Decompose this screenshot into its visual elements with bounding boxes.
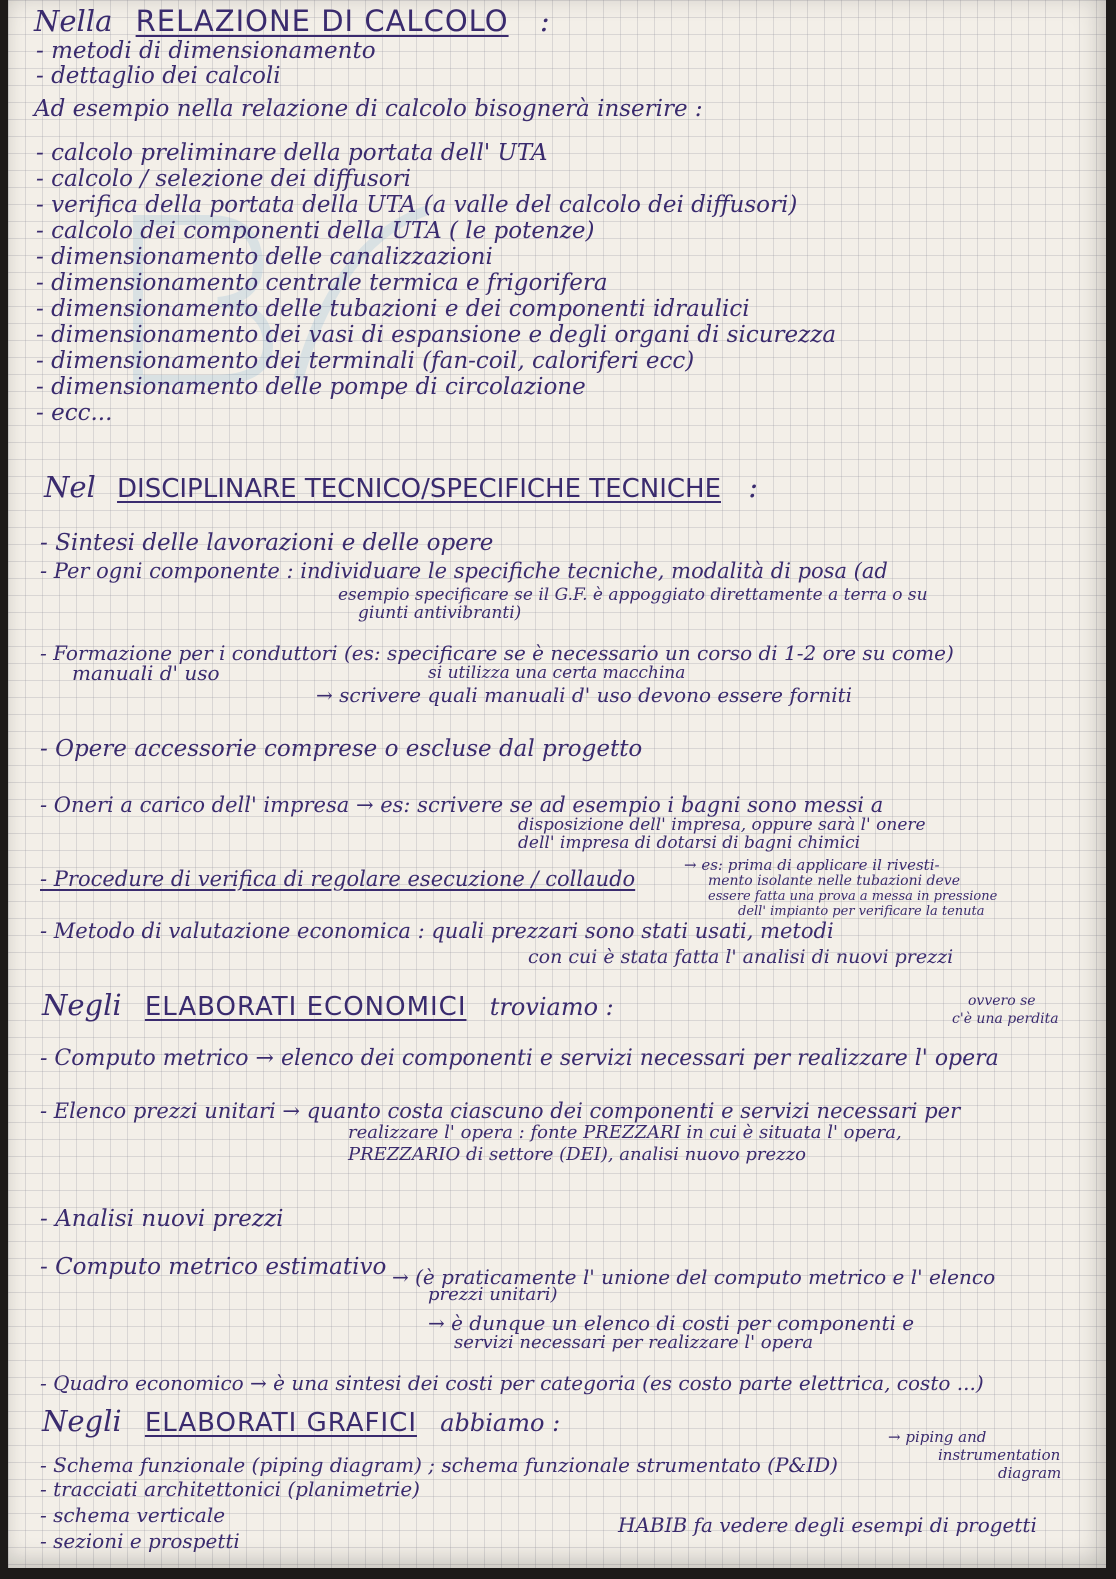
- section1-colon: :: [539, 4, 550, 38]
- section1-list-item: - dimensionamento delle tubazioni e dei componenti idraulici: [36, 296, 750, 322]
- elenco-note: PREZZARIO di settore (DEI), analisi nuovo prezzo: [348, 1144, 806, 1165]
- section2-title: DISCIPLINARE TECNICO/SPECIFICHE TECNICHE: [117, 474, 721, 504]
- computo-estimativo-item: - Computo metrico estimativo: [40, 1254, 387, 1280]
- metodo-note: con cui è stata fatta l' analisi di nuovi prezzi: [528, 946, 954, 968]
- oneri-note: dell' impresa di dotarsi di bagni chimici: [518, 833, 861, 853]
- section1-list-item: - dimensionamento dei terminali (fan-coil, caloriferi ecc): [36, 348, 695, 374]
- habib-note: HABIB fa vedere degli esempi di progetti: [618, 1513, 1037, 1537]
- componente-item: - Per ogni componente : individuare le specifiche tecniche, modalità di posa (ad: [40, 559, 888, 583]
- section1-list-item: - calcolo / selezione dei diffusori: [36, 166, 411, 192]
- computo-item: - Computo metrico → elenco dei componenti e servizi necessari per realizzare l' opera: [40, 1046, 999, 1071]
- elenco-item: - Elenco prezzi unitari → quanto costa ciascuno dei componenti e servizi necessari per: [40, 1099, 961, 1123]
- procedure-note: mento isolante nelle tubazioni deve: [708, 873, 960, 889]
- section4-title: ELABORATI GRAFICI: [144, 1408, 417, 1438]
- formazione-item: - Formazione per i conduttori (es: specificare se è necessario un corso di 1-2 ore su come): [40, 641, 954, 665]
- oneri-note: disposizione dell' impresa, oppure sarà l' onere: [518, 815, 926, 835]
- ovvero-note: ovvero se: [968, 993, 1036, 1009]
- section1-list-item: - dimensionamento delle pompe di circolazione: [36, 374, 586, 400]
- sezioni-item: - sezioni e prospetti: [40, 1529, 240, 1553]
- section2-intro: Nel: [44, 470, 96, 504]
- section1-list-item: - calcolo dei componenti della UTA ( le potenze): [36, 218, 595, 244]
- section2-heading: [44, 470, 758, 506]
- section1-intro: Nella: [34, 4, 113, 38]
- componente-note: esempio specificare se il G.F. è appoggiato direttamente a terra o su: [338, 585, 928, 605]
- section4-heading: [42, 1404, 560, 1440]
- section1-list-item: - ecc...: [36, 400, 113, 426]
- manuali-arrow: → scrivere quali manuali d' uso devono essere forniti: [316, 683, 853, 707]
- section1-list-item: - calcolo preliminare della portata dell' UTA: [36, 140, 548, 166]
- verticale-item: - schema verticale: [40, 1503, 226, 1527]
- section4-outro: abbiamo :: [440, 1409, 561, 1437]
- section1-list-item: - dimensionamento dei vasi di espansione e degli organi di sicurezza: [36, 322, 837, 348]
- schema-item: - Schema funzionale (piping diagram) ; schema funzionale strumentato (P&ID): [40, 1453, 838, 1477]
- sintesi-item: - Sintesi delle lavorazioni e delle opere: [40, 530, 494, 556]
- procedure-note: → es: prima di applicare il rivesti-: [684, 856, 940, 874]
- pid-note: diagram: [998, 1464, 1062, 1482]
- section3-heading: [42, 988, 614, 1024]
- procedure-item: - Procedure di verifica di regolare esecuzione / collaudo: [40, 867, 636, 891]
- section1-list-item: - verifica della portata della UTA (a valle del calcolo dei diffusori): [36, 192, 798, 218]
- section1-example: Ad esempio nella relazione di calcolo bisognerà inserire :: [34, 96, 703, 122]
- computo-estimativo-note: → (è praticamente l' unione del computo metrico e l' elenco: [392, 1265, 996, 1289]
- notebook-page: [8, 0, 1106, 1568]
- computo-estimativo-note: → è dunque un elenco di costi per componenti e: [428, 1311, 915, 1335]
- section1-item: - metodi di dimensionamento: [36, 38, 376, 64]
- manuali-label: manuali d' uso: [72, 661, 220, 685]
- procedure-note: essere fatta una prova a messa in pressione: [708, 889, 998, 904]
- section2-colon: :: [748, 470, 758, 504]
- section3-outro: troviamo :: [489, 993, 614, 1021]
- pid-note: → piping and: [888, 1428, 987, 1446]
- ovvero-note: c'è una perdita: [952, 1011, 1059, 1027]
- componente-note: giunti antivibranti): [358, 603, 522, 623]
- tracciati-item: - tracciati architettonici (planimetrie): [40, 1477, 420, 1501]
- oneri-item: - Oneri a carico dell' impresa → es: scrivere se ad esempio i bagni sono messi a: [40, 793, 884, 817]
- formazione-note: si utilizza una certa macchina: [428, 663, 686, 683]
- section1-heading: [34, 4, 550, 38]
- procedure-note: dell' impianto per verificare la tenuta: [738, 904, 985, 919]
- opere-item: - Opere accessorie comprese o escluse dal progetto: [40, 736, 643, 762]
- section3-title: ELABORATI ECONOMICI: [144, 992, 467, 1022]
- computo-estimativo-note: servizi necessari per realizzare l' opera: [454, 1332, 814, 1353]
- section1-list-item: - dimensionamento centrale termica e frigorifera: [36, 270, 608, 296]
- elenco-note: realizzare l' opera : fonte PREZZARI in cui è situata l' opera,: [348, 1122, 902, 1143]
- section1-title: RELAZIONE DI CALCOLO: [135, 4, 509, 38]
- pid-note: instrumentation: [938, 1446, 1061, 1464]
- computo-estimativo-note: prezzi unitari): [428, 1284, 558, 1305]
- section1-list-item: - dimensionamento delle canalizzazioni: [36, 244, 493, 270]
- section4-intro: Negli: [42, 1404, 122, 1438]
- analisi-item: - Analisi nuovi prezzi: [40, 1206, 284, 1232]
- section1-item: - dettaglio dei calcoli: [36, 63, 281, 89]
- quadro-item: - Quadro economico → è una sintesi dei costi per categoria (es costo parte elettrica, costo ...): [40, 1371, 984, 1395]
- section3-intro: Negli: [42, 988, 122, 1022]
- metodo-item: - Metodo di valutazione economica : quali prezzari sono stati usati, metodi: [40, 919, 834, 943]
